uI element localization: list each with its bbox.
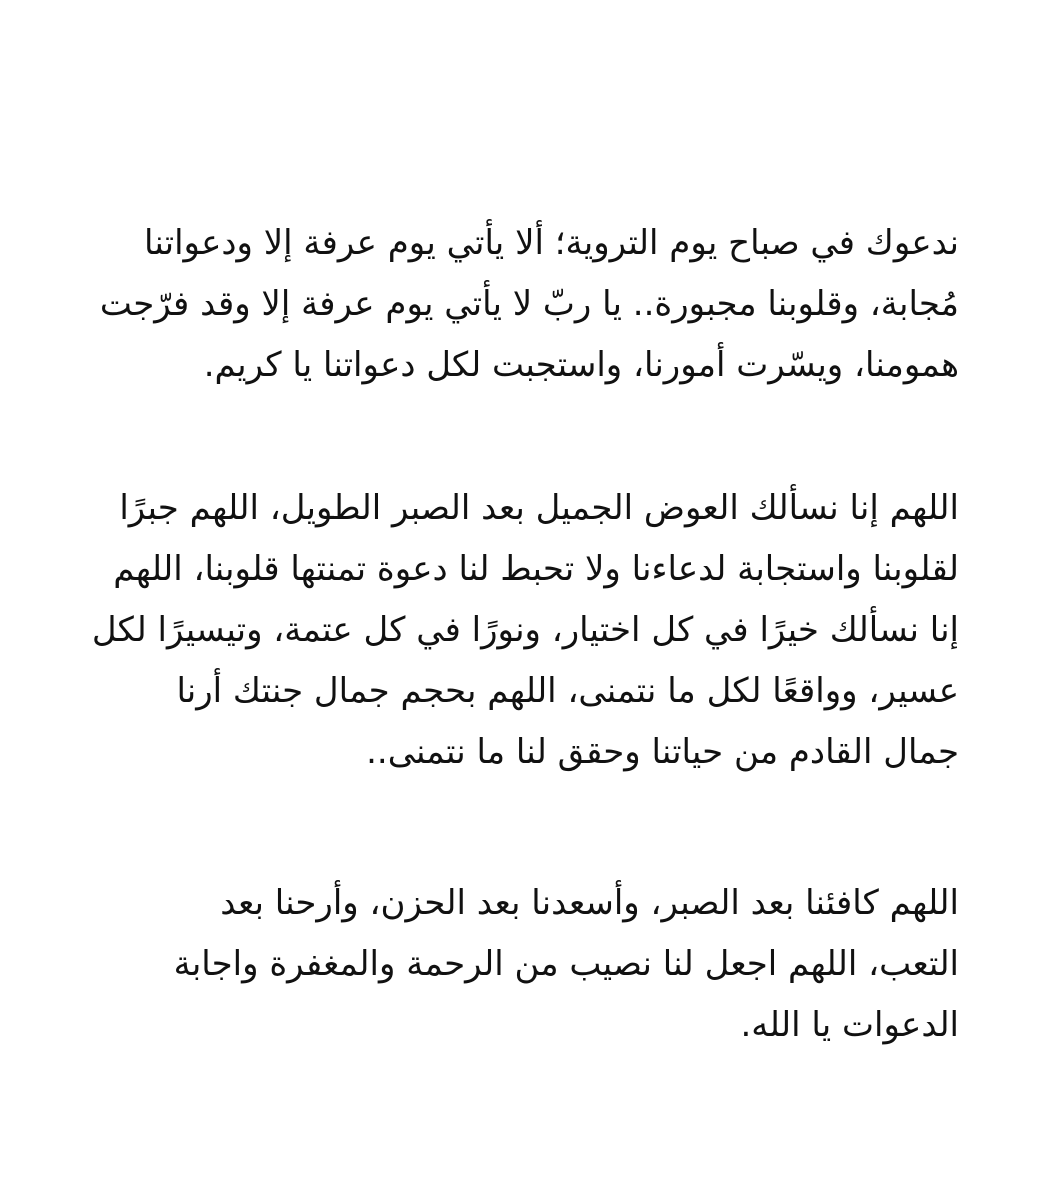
paragraph-1-line-1: ندعوك في صباح يوم التروية؛ ألا يأتي يوم عرفة إلا ودعواتنا xyxy=(144,223,959,263)
paragraph-2-line-4: عسير، وواقعًا لكل ما نتمنى، اللهم بحجم جمال جنتك أرنا xyxy=(176,671,959,711)
paragraph-3-line-3: الدعوات يا الله. xyxy=(740,1005,959,1045)
paragraph-2 xyxy=(77,478,959,783)
paragraph-3-line-2: التعب، اللهم اجعل لنا نصيب من الرحمة والمغفرة واجابة xyxy=(173,944,959,984)
paragraph-1-line-3: همومنا، ويسّرت أمورنا، واستجبت لكل دعواتنا يا كريم. xyxy=(203,345,959,385)
paragraph-1-line-2: مُجابة، وقلوبنا مجبورة.. يا ربّ لا يأتي يوم عرفة إلا وقد فرّجت xyxy=(99,284,959,324)
paragraph-1 xyxy=(77,213,959,396)
paragraph-2-line-2: لقلوبنا واستجابة لدعاءنا ولا تحبط لنا دعوة تمنتها قلوبنا، اللهم xyxy=(113,549,959,589)
paragraph-3 xyxy=(77,873,959,1056)
paragraph-2-line-3: إنا نسألك خيرًا في كل اختيار، ونورًا في كل عتمة، وتيسيرًا لكل xyxy=(91,610,959,650)
paragraph-2-line-1: اللهم إنا نسألك العوض الجميل بعد الصبر الطويل، اللهم جبرًا xyxy=(119,488,959,528)
paragraph-3-line-1: اللهم كافئنا بعد الصبر، وأسعدنا بعد الحزن، وأرحنا بعد xyxy=(220,883,959,923)
paragraph-2-line-5: جمال القادم من حياتنا وحقق لنا ما نتمنى.. xyxy=(366,732,959,772)
